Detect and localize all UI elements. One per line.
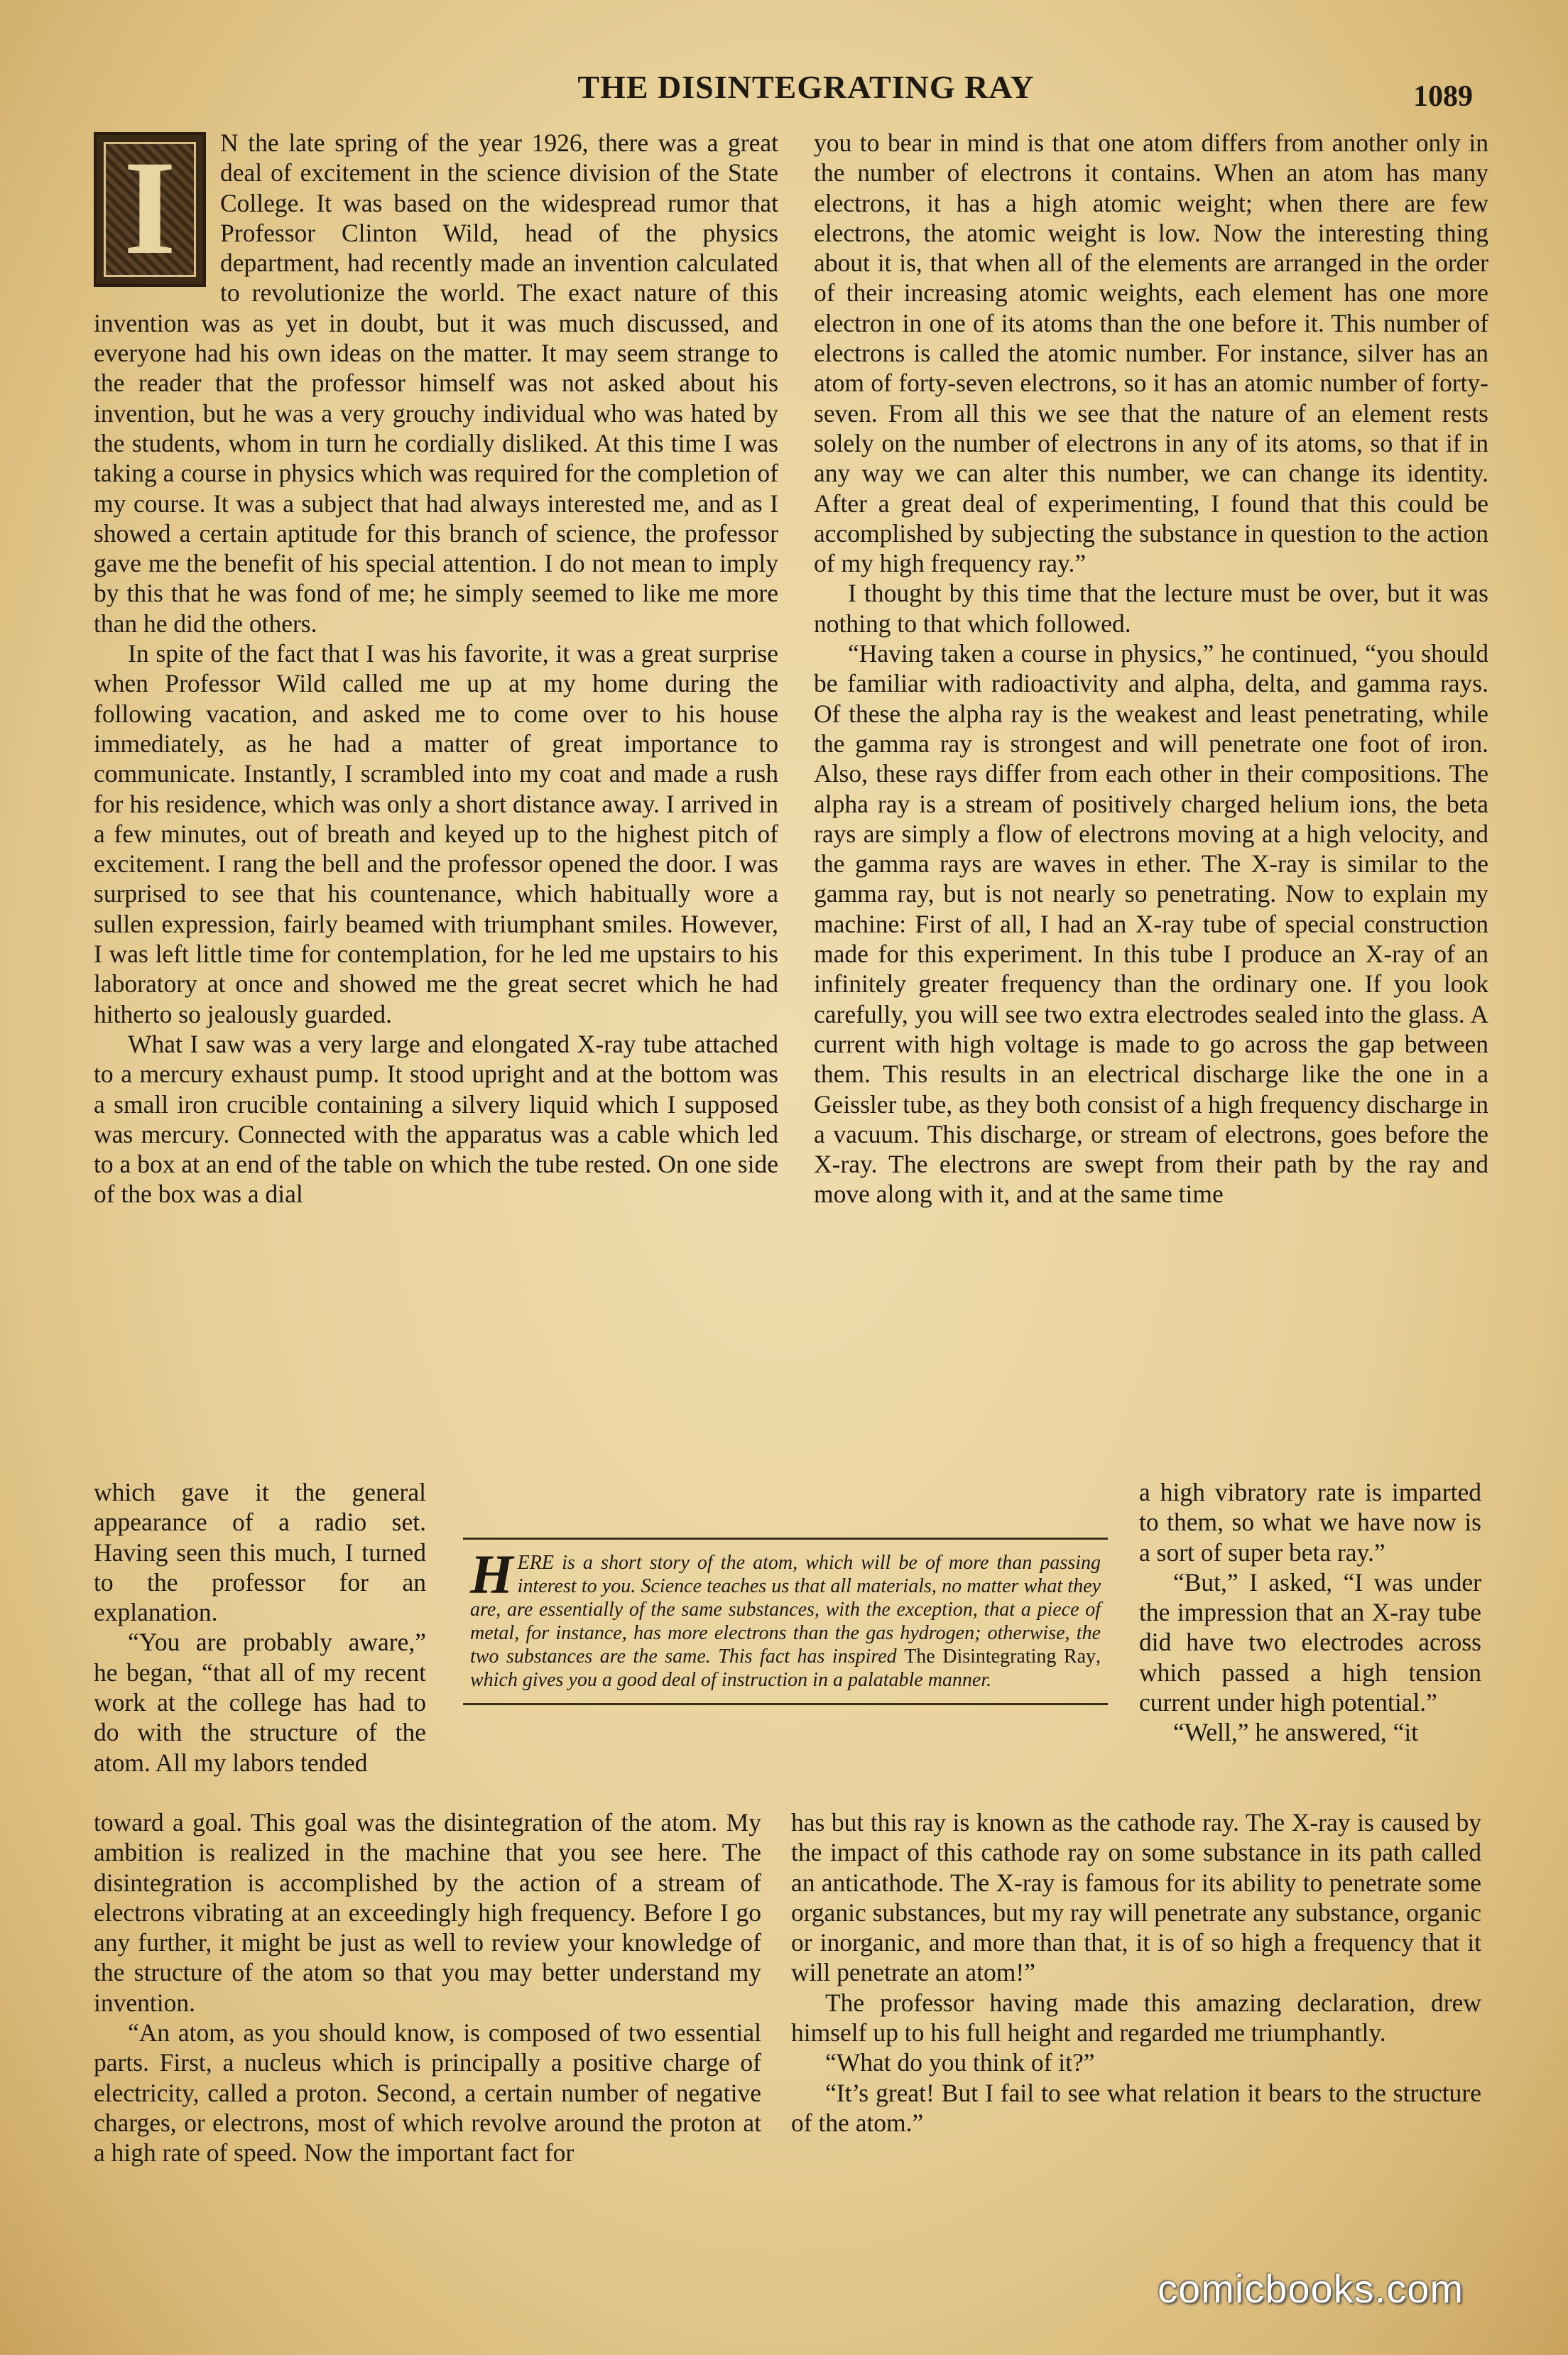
paragraph: “What do you think of it?” xyxy=(825,2048,1095,2077)
paragraph: a high vibratory rate is imparted to them, so what we have now is a sort of super beta ray.” xyxy=(1139,1478,1481,1567)
paragraph: “Having taken a course in physics,” he continued, “you should be familiar with radioactivity and alpha, delta, and gamma rays. Of these the alpha ray is the weakest and least penetrating, while the gamma ray is strongest and will penetrate one foot of iron. Also, these rays differ from each other in their compositions. The alpha ray is a stream of positively charged helium ions, the beta rays are simply a flow of electrons moving at a high velocity, and the gamma rays are waves in ether. The X-ray is similar to the gamma ray, but is not nearly so penetrating. Now to explain my machine: First of all, I had an X-ray tube of special construction made for this experiment. In this tube I produce an X-ray of an infinitely greater frequency than the ordinary one. If you look carefully, you will see two extra electrodes sealed into the glass. A current with high voltage is made to go across the gap between them. This results in an electrical discharge like the one in a Geissler tube, as they both consist of a high frequency discharge in a vacuum. This discharge, or stream of electrons, goes before the X-ray. The electrons are swept from their path by the ray and move along with it, and at the same time xyxy=(814,639,1488,1209)
left-column-top xyxy=(94,128,778,1209)
right-column-bottom xyxy=(791,1807,1481,2138)
blurb-text: ERE is a short story of the atom, which will be of more than passing interest to you. Science teaches us that all materials, no matter what they are, are essentially of the same substances, with the exception, that a piece of metal, for instance, has more electrons than the gas hydrogen; otherwise, the two substances are the same. This fact has inspired xyxy=(470,1552,1101,1668)
right-column-top xyxy=(814,128,1488,1209)
blurb-story-title: The Disintegrating Ray xyxy=(904,1646,1096,1668)
paragraph: In spite of the fact that I was his favorite, it was a great surprise when Professor Wild called me up at my home during the following vacation, and asked me to come over to his house immediately, as he had a matter of great importance to communicate. Instantly, I scrambled into my coat and made a rush for his residence, which was only a short distance away. I arrived in a few minutes, out of breath and keyed up to the highest pitch of excitement. I rang the bell and the professor opened the door. I was surprised to see that his countenance, which habitually wore a sullen expression, fairly beamed with triumphant smiles. However, I was left little time for contemplation, for he led me upstairs to his laboratory at once and showed me the great secret which he had hitherto so jealously guarded. xyxy=(94,639,778,1028)
blurb-initial: H xyxy=(470,1543,513,1605)
paragraph: The professor having made this amazing declaration, drew himself up to his full height and regarded me triumphantly. xyxy=(791,1988,1481,2047)
page-title: THE DISINTEGRATING RAY xyxy=(577,69,1035,105)
right-column-narrow xyxy=(1139,1477,1481,1748)
drop-cap xyxy=(94,132,206,287)
paragraph: I thought by this time that the lecture must be over, but it was nothing to that which followed. xyxy=(814,579,1488,638)
paragraph: has but this ray is known as the cathode ray. The X-ray is caused by the impact of this cathode ray on some substance in its path called an anticathode. The X-ray is famous for its ability to penetrate some organic substances, but my ray will penetrate any substance, organic or inorganic, and more than that, it is of so high a frequency that it will penetrate an atom!” xyxy=(791,1808,1481,1987)
editorial-blurb xyxy=(463,1538,1108,1705)
paragraph: you to bear in mind is that one atom differs from another only in the number of electrons it contains. When an atom has many electrons, it has a high atomic weight; when there are few electrons, the atomic weight is low. Now the interesting thing about it is, that when all of the elements are arranged in the order of their increasing atomic weights, each element has one more electron in one of its atoms than the one before it. This number of electrons is called the atomic number. For instance, silver has an atom of forty-seven electrons, so it has an atomic number of forty-seven. From all this we see that the nature of an element rests solely on the number of electrons in any of its atoms, so that if in any way we can alter this number, we can change its identity. After a great deal of experimenting, I found that this could be accomplished by subjecting the substance in question to the action of my high frequency ray.” xyxy=(814,129,1488,578)
drop-cap-letter: I xyxy=(124,134,176,283)
paragraph: What I saw was a very large and elongated X-ray tube attached to a mercury exhaust pump. It stood upright and at the bottom was a small iron crucible containing a silvery liquid which I supposed was mercury. Connected with the apparatus was a cable which led to a box at an end of the table on which the tube rested. On one side of the box was a dial xyxy=(94,1029,778,1209)
paragraph: “An atom, as you should know, is composed of two essential parts. First, a nucleus which is principally a positive charge of electricity, called a proton. Second, a certain number of negative charges, or electrons, most of which revolve around the proton at a high rate of speed. Now the important fact for xyxy=(94,2018,761,2168)
blurb-text-end: , which gives you a good deal of instruction in a palatable manner. xyxy=(470,1646,1101,1691)
paragraph: “But,” I asked, “I was under the impression that an X-ray tube did have two electrodes across which passed a high tension current under high potential.” xyxy=(1139,1567,1481,1717)
paragraph: “Well,” he answered, “it xyxy=(1173,1718,1419,1747)
paragraph: which gave it the general appearance of a radio set. Having seen this much, I turned to the professor for an explanation. xyxy=(94,1478,426,1627)
left-column-narrow xyxy=(94,1477,426,1778)
paragraph: toward a goal. This goal was the disintegration of the atom. My ambition is realized in the machine that you see here. The disintegration is accomplished by the action of a stream of electrons vibrating at an exceedingly high frequency. Before I go any further, it might be just as well to review your knowledge of the structure of the atom so that you may better understand my invention. xyxy=(94,1808,761,2017)
paragraph: N the late spring of the year 1926, there was a great deal of excitement in the science division of the State College. It was based on the widespread rumor that Professor Clinton Wild, head of the physics department, had recently made an invention calculated to revolutionize the world. The exact nature of this invention was as yet in doubt, but it was much discussed, and everyone had his own ideas on the matter. It may seem strange to the reader that the professor himself was not asked about his invention, but he was a very grouchy individual who was hated by the students, whom in turn he cordially disliked. At this time I was taking a course in physics which was required for the completion of my course. It was a subject that had always interested me, and as I showed a certain aptitude for this branch of science, the professor gave me the benefit of his special attention. I do not mean to imply by this that he was fond of me; he simply seemed to like me more than he did the others. xyxy=(94,129,778,638)
paragraph: “It’s great! But I fail to see what relation it bears to the structure of the atom.” xyxy=(791,2078,1481,2137)
page-number: 1089 xyxy=(1413,80,1473,113)
paragraph: “You are probably aware,” he began, “that all of my recent work at the college has had to do with the structure of the atom. All my labors tended xyxy=(94,1628,426,1777)
left-column-bottom xyxy=(94,1807,761,2168)
watermark-logo: comicbooks.com xyxy=(1158,2266,1464,2311)
